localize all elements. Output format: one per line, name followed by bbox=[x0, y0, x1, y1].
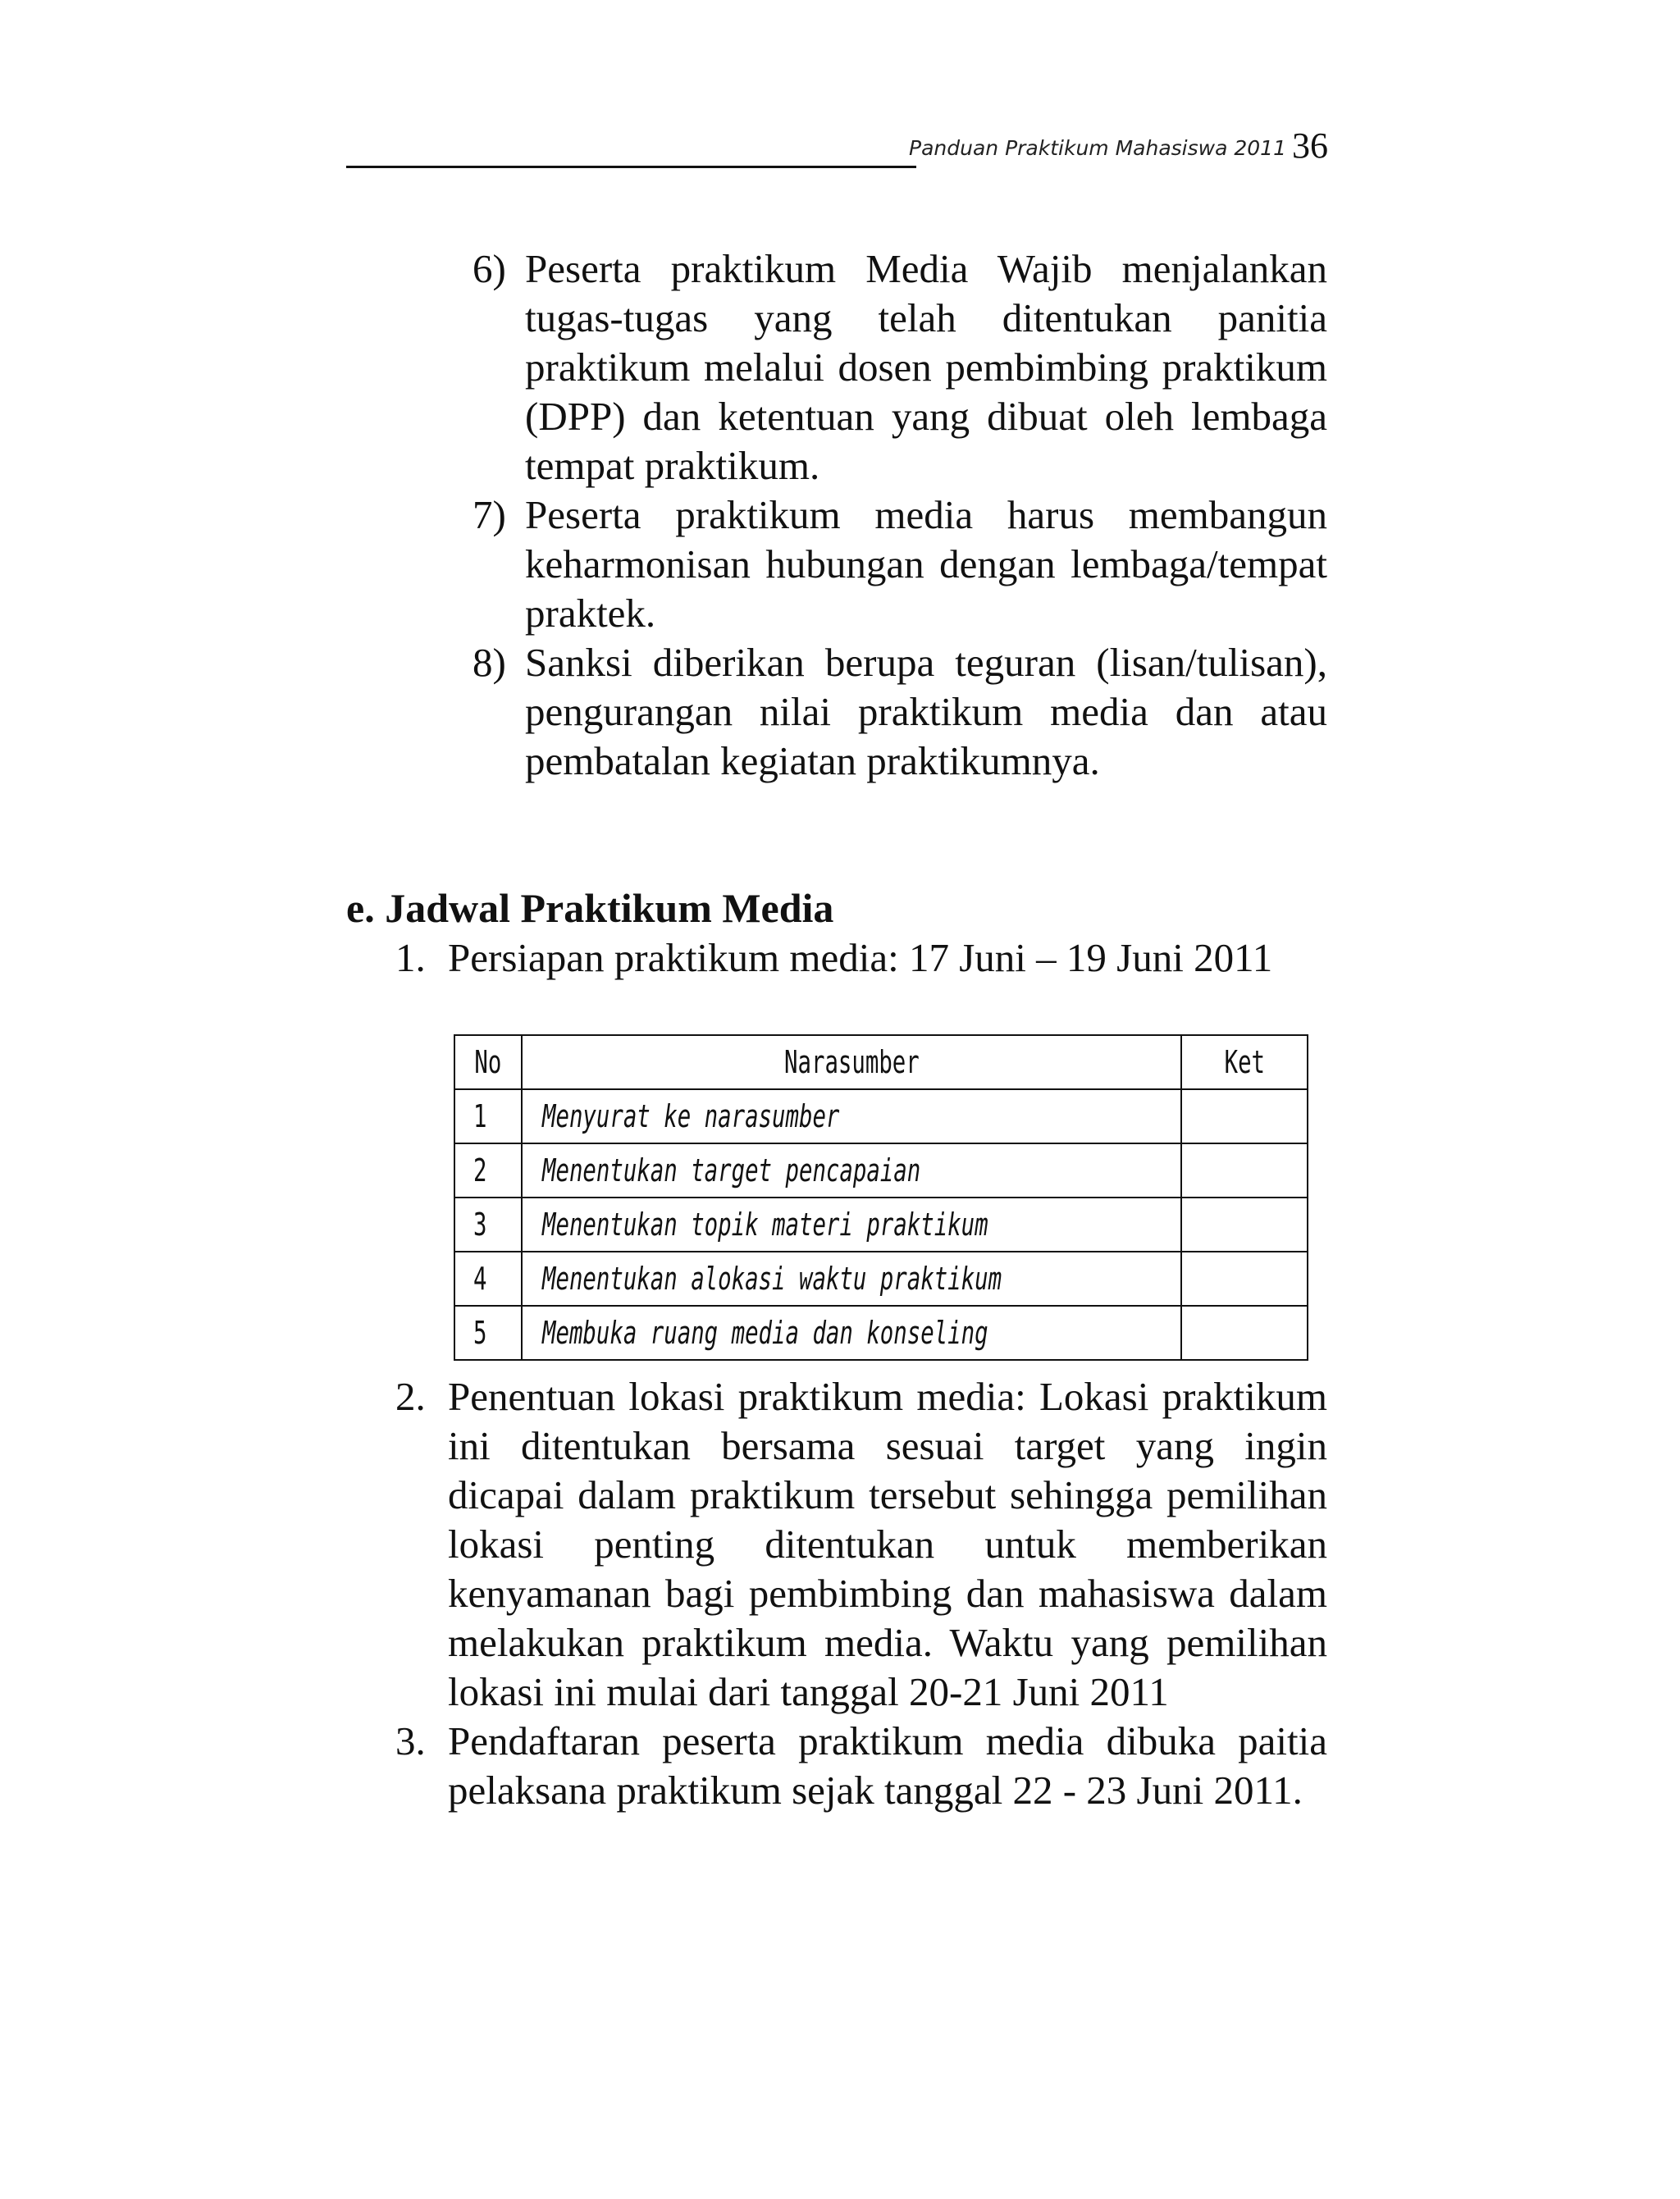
list-number: 7) bbox=[472, 492, 506, 537]
table-cell-no: 3 bbox=[454, 1198, 522, 1252]
list-number: 2. bbox=[395, 1374, 426, 1419]
table-cell-no: 1 bbox=[454, 1089, 522, 1143]
table-cell-no: 2 bbox=[454, 1143, 522, 1198]
table-cell-narasumber: Menentukan topik materi praktikum bbox=[522, 1198, 1181, 1252]
list-text: Peserta praktikum media harus membangun keharmonisan hubungan dengan lembaga/tempat praktek. bbox=[525, 492, 1327, 636]
table-header-no: No bbox=[454, 1035, 522, 1089]
header-rule bbox=[346, 166, 916, 168]
rules-list bbox=[472, 244, 1327, 786]
table-cell-no: 4 bbox=[454, 1252, 522, 1306]
running-header-title: Panduan Praktikum Mahasiswa 2011 bbox=[909, 136, 1286, 160]
list-item bbox=[395, 1717, 1327, 1815]
narasumber-table bbox=[454, 1034, 1308, 1361]
list-item bbox=[472, 490, 1327, 638]
table-header-ket: Ket bbox=[1181, 1035, 1308, 1089]
list-item bbox=[472, 638, 1327, 786]
list-text: Peserta praktikum Media Wajib menjalankan tugas-tugas yang telah ditentukan panitia praktikum melalui dosen pembimbing praktikum (DPP) dan ketentuan yang dibuat oleh lembaga tempat praktikum. bbox=[525, 246, 1327, 488]
list-text: Sanksi diberikan berupa teguran (lisan/tulisan), pengurangan nilai praktikum media dan atau pembatalan kegiatan praktikumnya. bbox=[525, 640, 1327, 783]
table-row bbox=[454, 1089, 1308, 1143]
table-row bbox=[454, 1198, 1308, 1252]
list-text: Penentuan lokasi praktikum media: Lokasi praktikum ini ditentukan bersama sesuai target yang ingin dicapai dalam praktikum tersebut sehingga pemilihan lokasi penting ditentukan untuk memberikan kenyamanan bagi pembimbing dan mahasiswa dalam melakukan praktikum media. Waktu yang pemilihan lokasi ini mulai dari tanggal 20-21 Juni 2011 bbox=[448, 1374, 1327, 1714]
table-cell-narasumber: Menyurat ke narasumber bbox=[522, 1089, 1181, 1143]
table-row bbox=[454, 1143, 1308, 1198]
table-header-row bbox=[454, 1035, 1308, 1089]
list-text: Pendaftaran peserta praktikum media dibuka paitia pelaksana praktikum sejak tanggal 22 - 23 Juni 2011. bbox=[448, 1718, 1327, 1813]
table-cell-narasumber: Menentukan alokasi waktu praktikum bbox=[522, 1252, 1181, 1306]
list-number: 6) bbox=[472, 246, 506, 291]
table-cell-ket bbox=[1181, 1089, 1308, 1143]
table-cell-no: 5 bbox=[454, 1306, 522, 1360]
table-cell-ket bbox=[1181, 1198, 1308, 1252]
list-number: 1. bbox=[395, 935, 426, 980]
table-cell-ket bbox=[1181, 1306, 1308, 1360]
list-item bbox=[472, 244, 1327, 490]
list-number: 3. bbox=[395, 1718, 426, 1763]
table-cell-ket bbox=[1181, 1252, 1308, 1306]
list-text: Persiapan praktikum media: 17 Juni – 19 Juni 2011 bbox=[448, 935, 1273, 980]
schedule-items-2-3 bbox=[395, 1372, 1327, 1815]
table-row bbox=[454, 1252, 1308, 1306]
list-number: 8) bbox=[472, 640, 506, 685]
page-number: 36 bbox=[1292, 125, 1328, 166]
table-header-narasumber: Narasumber bbox=[522, 1035, 1181, 1089]
table-cell-ket bbox=[1181, 1143, 1308, 1198]
schedule-item-1 bbox=[395, 933, 1327, 983]
table-cell-narasumber: Membuka ruang media dan konseling bbox=[522, 1306, 1181, 1360]
table-cell-narasumber: Menentukan target pencapaian bbox=[522, 1143, 1181, 1198]
section-heading: e. Jadwal Praktikum Media bbox=[346, 885, 834, 931]
table-row bbox=[454, 1306, 1308, 1360]
list-item bbox=[395, 1372, 1327, 1717]
list-item bbox=[395, 933, 1327, 983]
